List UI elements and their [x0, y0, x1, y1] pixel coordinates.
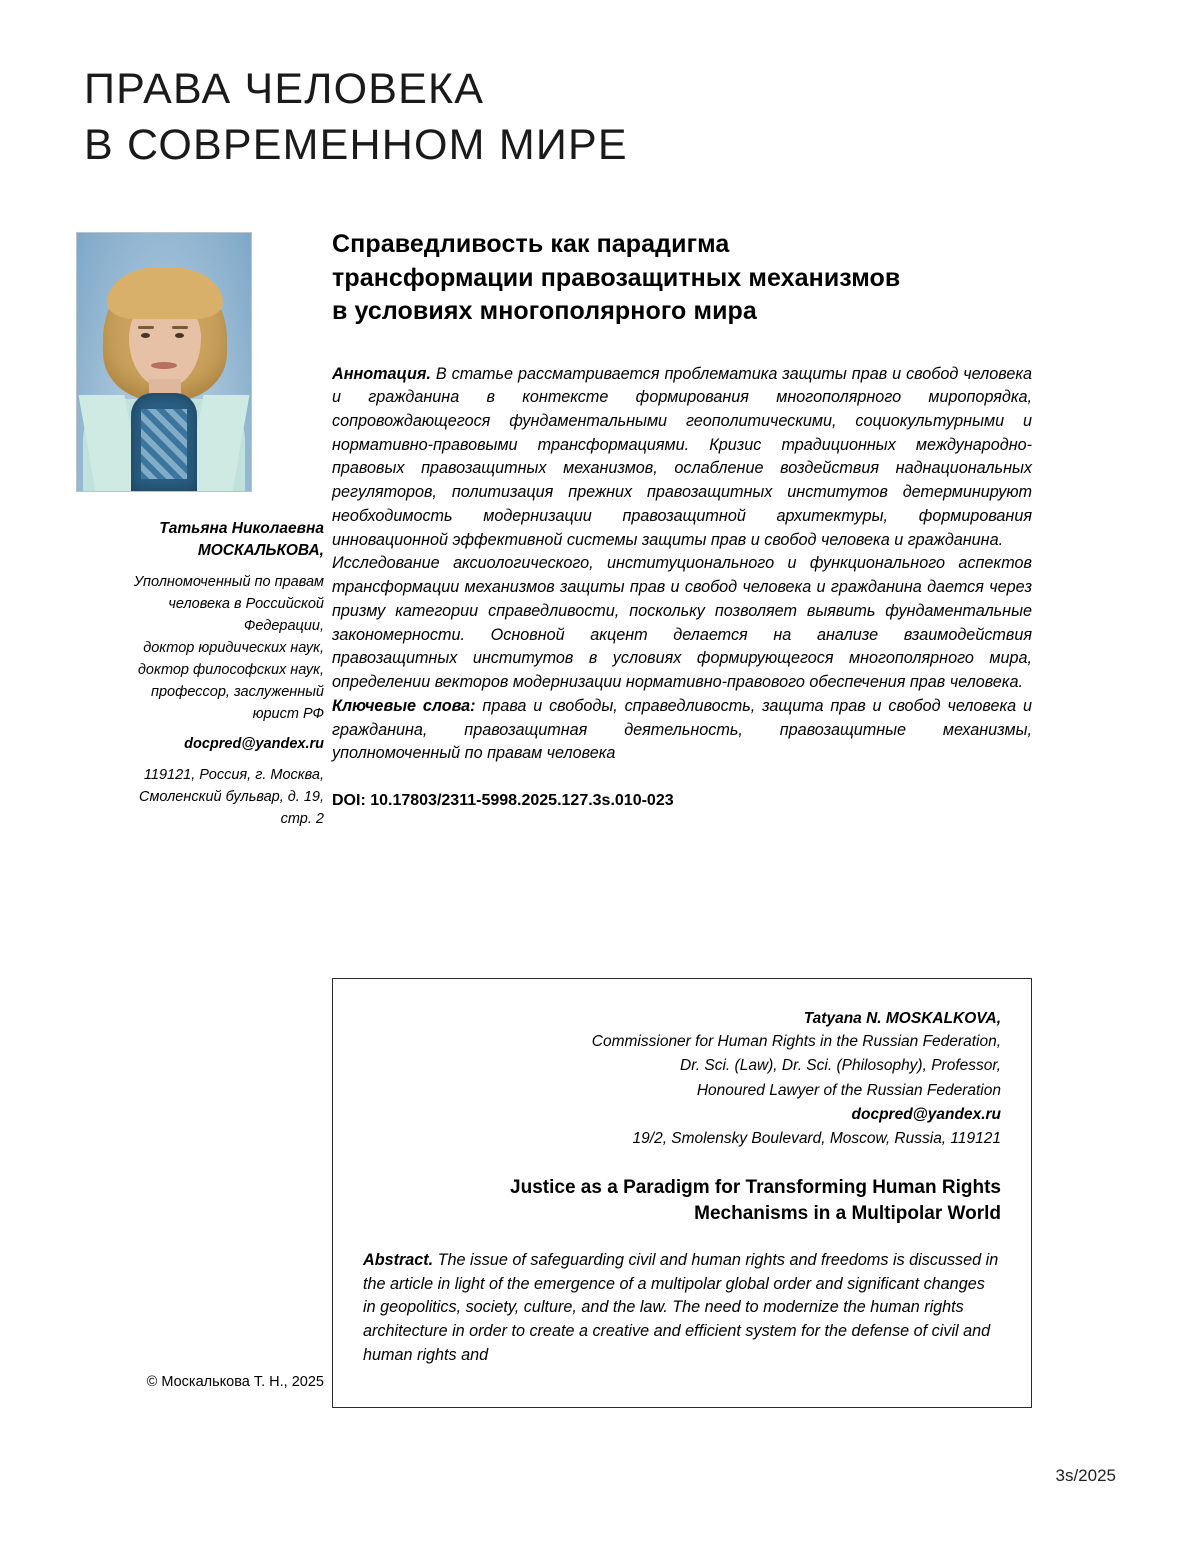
issue-folio: 3s/2025 [1055, 1466, 1116, 1485]
english-summary-box [332, 978, 1032, 1408]
page-title: Справедливость как парадигма трансформации правозащитных механизмов в условиях многополярного мира [332, 230, 901, 325]
author-column [76, 232, 324, 830]
author-portrait [76, 232, 252, 492]
portrait-eyebrow-right [172, 326, 188, 329]
abstract-text-1: В статье рассматривается проблематика защиты прав и свобод человека и гражданина в контексте формирования многополярного миропорядка, сопровождающегося фундаментальными геополитическими, социокультурными и нормативно-правовыми трансформациями. Кризис традиционных международно-правовых правозащитных механизмов, ослабление воздействия наднациональных регуляторов, политизация прежних правозащитных институтов детерминируют необходимость модернизации правозащитной архитектуры, формирования инновационной эффективной системы защиты прав и свобод человека и гражданина. [332, 364, 1032, 549]
english-article-title: Justice as a Paradigm for Transforming Human Rights Mechanisms in a Multipolar World [510, 1177, 1001, 1224]
english-abstract [363, 1249, 1001, 1368]
english-author-email[interactable]: docpred@yandex.ru [851, 1105, 1001, 1123]
author-name: Татьяна Николаевна МОСКАЛЬКОВА, [159, 520, 324, 559]
abstract-paragraph-2: Исследование аксиологического, институционального и функционального аспектов трансформации механизмов защиты прав и свобод человека и гражданина дается через призму категории справедливости, поскольку позволяет выявить фундаментальные закономерности. Основной акцент делается на анализе взаимодействия правозащитных институтов в условиях формирующегося многополярного мира, определении векторов модернизации нормативно-правового обеспечения прав человека. [332, 554, 1032, 692]
keywords-paragraph [332, 695, 1032, 766]
abstract-label: Аннотация. [332, 364, 431, 383]
portrait-mouth [151, 362, 177, 369]
english-author-address: 19/2, Smolensky Boulevard, Moscow, Russia, 119121 [632, 1129, 1001, 1147]
portrait-eyebrow-left [138, 326, 154, 329]
portrait-eye-left [141, 333, 150, 338]
portrait-eye-right [175, 333, 184, 338]
english-author-affiliation: Commissioner for Human Rights in the Russian Federation, Dr. Sci. (Law), Dr. Sci. (Philosophy), Professor, Honoured Lawyer of the Russian Federation [591, 1033, 1001, 1099]
journal-masthead: ПРАВА ЧЕЛОВЕКА В СОВРЕМЕННОМ МИРЕ [84, 65, 628, 169]
portrait-scarf [131, 393, 197, 491]
english-abstract-text: The issue of safeguarding civil and human rights and freedoms is discussed in the article in light of the emergence of a multipolar global order and significant changes in geopolitics, society, culture, and the law. The need to modernize the human rights architecture in order to create a creative and efficient system for the defense of civil and human rights and [363, 1250, 999, 1365]
keywords-label: Ключевые слова: [332, 696, 476, 715]
author-address: 119121, Россия, г. Москва, Смоленский бульвар, д. 19, стр. 2 [138, 766, 324, 828]
abstract-paragraph-1 [332, 363, 1032, 553]
english-author-name: Tatyana N. MOSKALKOVA, [803, 1010, 1001, 1027]
copyright-notice: © Москалькова Т. Н., 2025 [146, 1374, 324, 1390]
author-affiliation: Уполномоченный по правам человека в Российской Федерации, доктор юридических наук, доктор философских наук, профессор, заслуженный юрист РФ [133, 574, 324, 723]
keywords-text: права и свободы, справедливость, защита прав и свобод человека и гражданина, правозащитная деятельность, правозащитные механизмы, уполномоченный по правам человека [332, 696, 1032, 763]
doi-line[interactable]: DOI: 10.17803/2311-5998.2025.127.3s.010-023 [332, 791, 674, 809]
english-abstract-label: Abstract. [363, 1250, 434, 1269]
author-email[interactable]: docpred@yandex.ru [184, 736, 324, 753]
article-column [332, 228, 1032, 810]
abstract-ru [332, 363, 1032, 766]
